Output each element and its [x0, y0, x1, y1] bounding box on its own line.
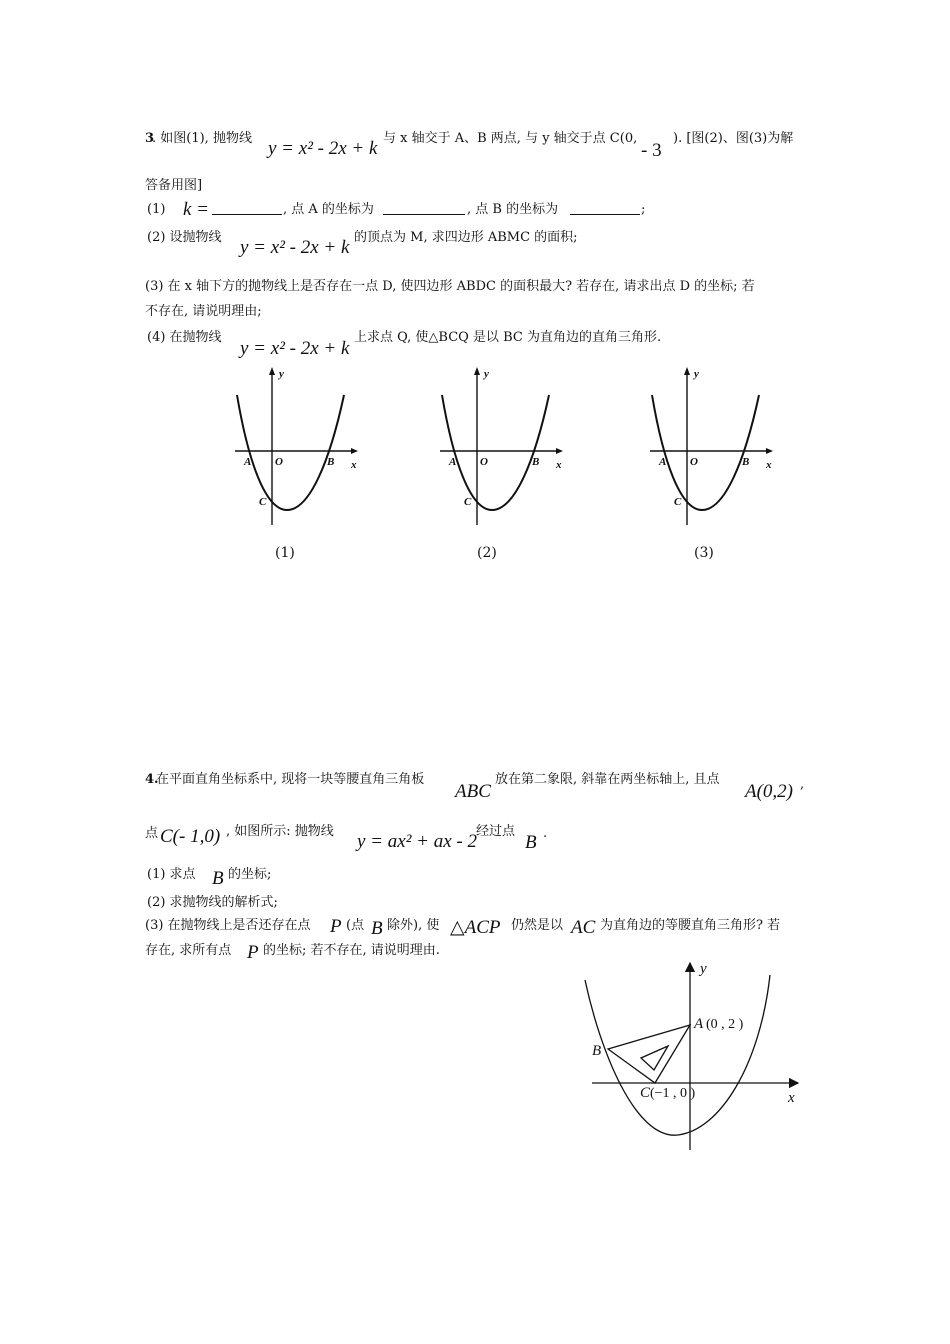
y-axis-arrow	[684, 367, 690, 375]
q3-p1-label: (1)	[147, 202, 166, 217]
q4-equation: y = ax² + ax - 2	[357, 831, 477, 852]
q3-caption-1: (1)	[275, 545, 295, 561]
q4-p3-end: 为直角边的等腰直角三角形? 若	[600, 918, 781, 933]
q3-blank-k	[212, 202, 282, 215]
q4-parabola	[585, 975, 770, 1135]
q3-p1-end: ;	[641, 202, 646, 217]
q3-intro-end: ). [图(2)、图(3)为解	[673, 131, 794, 146]
parabola	[652, 395, 759, 510]
q4-p1-post: 的坐标;	[228, 867, 272, 882]
q3-blank-b	[570, 202, 640, 215]
q3-p1-b: , 点 B 的坐标为	[467, 202, 559, 217]
q4-line2-post: 经过点	[476, 824, 516, 839]
q4-abc: ABC	[455, 781, 491, 802]
parabola	[237, 395, 344, 510]
q4-label-c-coord: (−1 , 0 )	[650, 1086, 696, 1101]
q4-p3-mid1: (点	[346, 918, 365, 933]
q4-triangle-inner	[641, 1046, 668, 1070]
q4-point-c: C(- 1,0)	[160, 826, 221, 847]
q4-p3-mid2: 除外), 使	[387, 918, 440, 933]
q4-label-y: y	[700, 961, 707, 977]
label-y: y	[484, 368, 489, 380]
q4-p3-line2-p: P	[247, 942, 259, 963]
label-y: y	[694, 368, 699, 380]
q4-number: 4.	[145, 772, 159, 787]
q4-label-c: C	[640, 1085, 651, 1101]
label-c: C	[674, 496, 682, 508]
q3-number: 3	[145, 131, 155, 146]
x-axis-arrow	[351, 448, 358, 454]
label-o: O	[480, 456, 488, 468]
q3-p4-text: 上求点 Q, 使△BCQ 是以 BC 为直角边的直角三角形.	[354, 330, 662, 345]
q4-p3-line2-pre: 存在, 求所有点	[145, 943, 232, 958]
label-o: O	[275, 456, 283, 468]
y-axis-arrow	[269, 367, 275, 375]
q3-p4-label: (4) 在抛物线	[147, 330, 222, 345]
q4-period: .	[543, 826, 548, 841]
q4-p3-line2-post: 的坐标; 若不存在, 请说明理由.	[263, 943, 440, 958]
label-x: x	[351, 459, 357, 471]
label-b: B	[327, 456, 335, 468]
q4-p1-pre: (1) 求点	[147, 867, 196, 882]
label-x: x	[766, 459, 772, 471]
q3-intro-cont: 与 x 轴交于 A、B 两点, 与 y 轴交于点 C(0,	[383, 131, 638, 146]
q3-graph-3	[645, 365, 780, 530]
q3-p2-equation: y = x² - 2x + k	[240, 237, 350, 258]
q4-label-a: A	[694, 1016, 704, 1032]
q3-p3-line2: 不存在, 请说明理由;	[145, 304, 262, 319]
q4-p3-ac: AC	[571, 917, 596, 938]
q4-comma: ,	[800, 777, 805, 792]
label-b: B	[742, 456, 750, 468]
y-axis-arrow	[474, 367, 480, 375]
x-axis-arrow	[766, 448, 773, 454]
q4-p3-triangle: △ACP	[450, 917, 501, 938]
q4-point-a: A(0,2)	[745, 781, 794, 802]
q4-p3-b: B	[371, 918, 383, 939]
label-y: y	[279, 368, 284, 380]
q4-p3-p: P	[330, 916, 342, 937]
q3-graph-1	[230, 365, 365, 530]
label-b: B	[532, 456, 540, 468]
q4-line2-mid: , 如图所示: 抛物线	[226, 824, 334, 839]
q4-point-b: B	[525, 832, 537, 853]
q3-p4-equation: y = x² - 2x + k	[240, 338, 350, 359]
q4-intro: 在平面直角坐标系中, 现将一块等腰直角三角板	[156, 772, 425, 787]
q3-caption-3: (3)	[694, 545, 714, 561]
q3-equation: y = x² - 2x + k	[268, 138, 378, 159]
q4-figure	[580, 955, 805, 1155]
q3-line2: 答备用图]	[145, 178, 203, 193]
q3-p2-text: 的顶点为 M, 求四边形 ABMC 的面积;	[354, 230, 578, 245]
q3-p1-a: , 点 A 的坐标为	[283, 202, 374, 217]
label-a: A	[659, 456, 667, 468]
q4-label-a-coord: (0 , 2 )	[706, 1017, 744, 1032]
label-a: A	[244, 456, 252, 468]
q4-part2: (2) 求抛物线的解析式;	[147, 895, 278, 910]
label-c: C	[259, 496, 267, 508]
q3-p3-line1: (3) 在 x 轴下方的抛物线上是否存在一点 D, 使四边形 ABDC 的面积最大? 若存在, 请求出点 D 的坐标; 若	[145, 279, 755, 294]
q3-p2-label: (2) 设抛物线	[147, 230, 222, 245]
label-o: O	[690, 456, 698, 468]
label-a: A	[449, 456, 457, 468]
q4-p3-mid3: 仍然是以	[511, 918, 564, 933]
q4-p1-b: B	[212, 868, 224, 889]
q3-p1-k: k =	[183, 199, 210, 220]
q4-label-x: x	[788, 1090, 795, 1106]
q3-minus3: - 3	[641, 140, 662, 161]
x-axis-arrow	[556, 448, 563, 454]
q3-caption-2: (2)	[477, 545, 497, 561]
q4-p3-pre: (3) 在抛物线上是否还存在点	[145, 918, 311, 933]
q4-dian: 点	[145, 826, 159, 841]
label-c: C	[464, 496, 472, 508]
q4-intro-cont: 放在第二象限, 斜靠在两坐标轴上, 且点	[495, 772, 720, 787]
q3-blank-a	[383, 202, 465, 215]
q3-intro: . 如图(1), 抛物线	[152, 131, 252, 146]
q3-graph-2	[435, 365, 570, 530]
parabola	[442, 395, 549, 510]
q4-label-b: B	[592, 1043, 602, 1059]
label-x: x	[556, 459, 562, 471]
